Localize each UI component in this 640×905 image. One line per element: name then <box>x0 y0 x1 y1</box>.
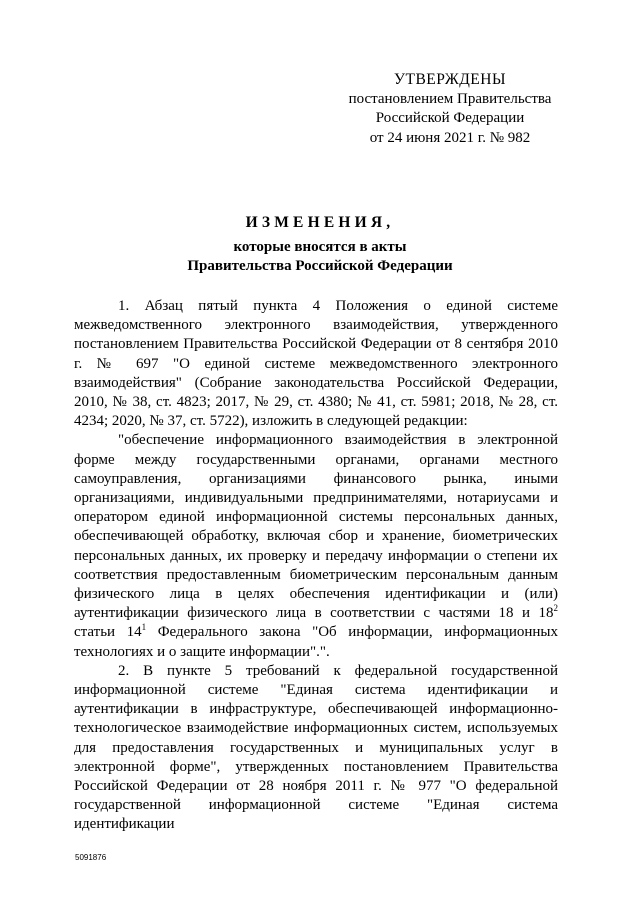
paragraph-2-text-c: Федерального закона "Об информации, информационных технологиях и о защите информации".". <box>74 624 558 660</box>
document-title: ИЗМЕНЕНИЯ, <box>245 214 395 231</box>
paragraph-1: 1. Абзац пятый пункта 4 Положения о единой системе межведомственного электронного взаимодействия, утвержденного постановлением Правительства Российской Федерации от 8 сентября 2010 г. № 697 "О единой системе межведомственного электронного взаимодействия" (Собрание законодательства Российской Федерации, 2010, № 38, ст. 4823; 2017, № 29, ст. 4380; № 41, ст. 5981; 2018, № 28, ст. 4234; 2020, № 37, ст. 5722), изложить в следующей редакции: <box>74 298 558 430</box>
superscript-2: 2 <box>553 603 558 614</box>
document-subtitle-2: Правительства Российской Федерации <box>187 258 453 274</box>
approval-line-1: постановлением Правительства <box>348 90 552 107</box>
approval-block <box>330 70 570 148</box>
approval-line-2: Российской Федерации <box>375 110 525 126</box>
paragraph-2-text-b: статьи 14 <box>74 624 142 641</box>
paragraph-2 <box>74 431 558 661</box>
document-heading <box>90 213 550 276</box>
document-id: 5091876 <box>75 853 107 862</box>
superscript-1: 1 <box>141 622 147 633</box>
paragraph-2-text-a: "обеспечение информационного взаимодействия в электронной форме между государственными органами, органами местного самоуправления, организациями финансового рынка, иными организациями, индивидуальными предпринимателями, нотариусами и оператором единой информационной системы персональных данных, обеспечивающей обработку, включая сбор и хранение, биометрических персональных данных, их проверку и передачу информации о степени их соответствия предоставленным биометрическим персональным данным физического лица в целях обеспечения идентификации и (или) аутентификации физического лица в соответствии с частями 18 и 18 <box>74 432 558 622</box>
paragraph-3: 2. В пункте 5 требований к федеральной государственной информационной системе "Единая система идентификации и аутентификации в инфраструктуре, обеспечивающей информационно-технологическое взаимодействие информационных систем, используемых для предоставления государственных и муниципальных услуг в электронной форме", утвержденных постановлением Правительства Российской Федерации от 28 ноября 2011 г. № 977 "О федеральной государственной информационной системе "Единая система идентификации <box>74 662 558 833</box>
document-body <box>74 297 558 835</box>
approval-title: УТВЕРЖДЕНЫ <box>394 71 506 88</box>
approval-line-3: от 24 июня 2021 г. № 982 <box>369 129 531 146</box>
document-subtitle-1: которые вносятся в акты <box>233 239 407 255</box>
